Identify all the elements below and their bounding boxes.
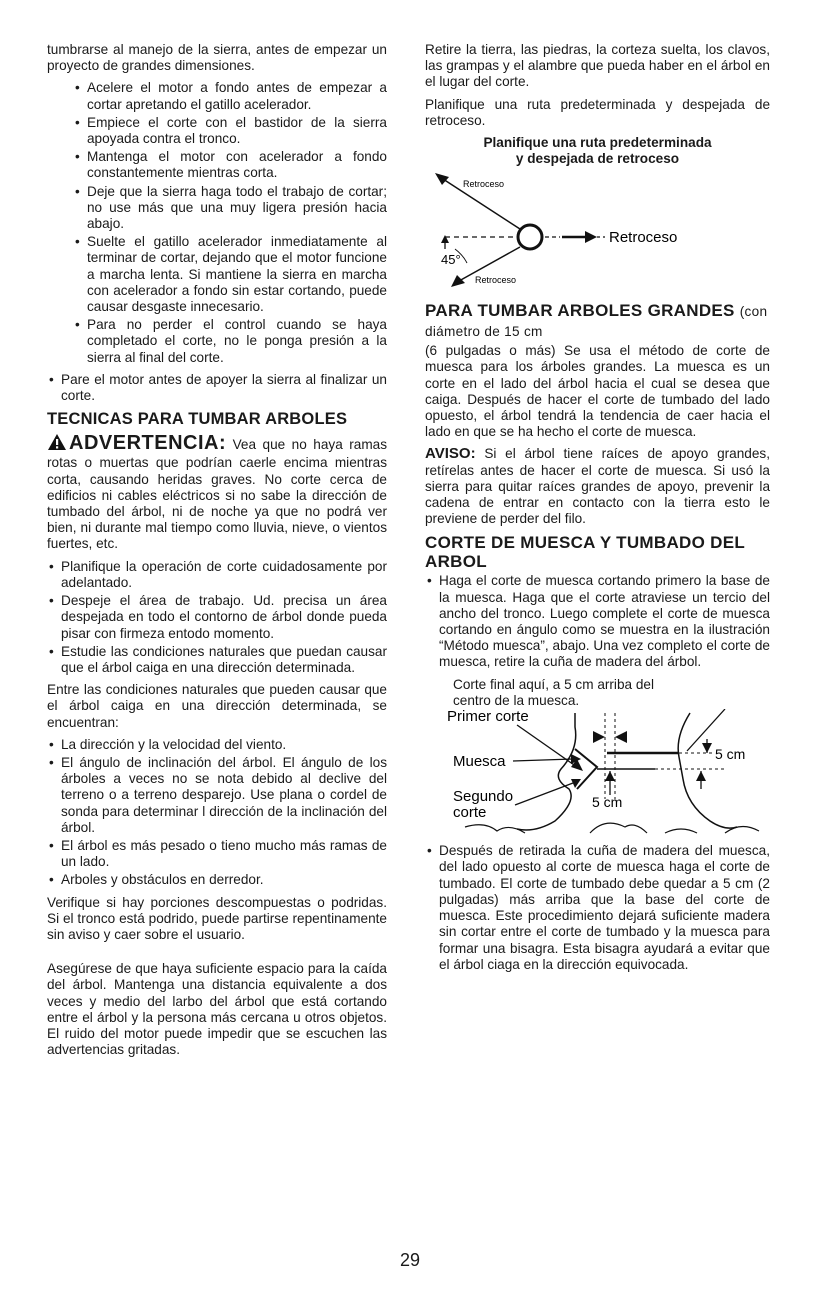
list-item: • Despeje el área de trabajo. Ud. precisa un área despejada en todo el contorno de árbol donde pueda pisar con firmeza entodo momento. [47,593,387,642]
heading-tecnicas: TECNICAS PARA TUMBAR ARBOLES [47,410,348,429]
retreat-label-top: Retroceso [463,179,505,190]
page-number: 29 [399,1250,421,1270]
arrow-head-icon [615,731,627,743]
grandes-paragraph: (6 pulgadas o más) Se usa el método de corte de muesca para los árboles grandes. La muesca es un corte en el lado del árbol hacia el cual se desea que caiga. Después de hacer el corte de tumbado del lado opuesto, el árbol tendrá la tendencia de caer hacia el lado en que se ha hecho el corte de muesca. [425,343,770,440]
retreat-title-line: y despejada de retroceso [515,151,680,167]
left-column [47,42,387,1064]
height-label-bottom: 5 cm [592,794,623,811]
notch-method-diagram [425,709,770,839]
notch-pointer [513,759,573,761]
heading-grandes-text: PARA TUMBAR ARBOLES GRANDES [425,301,735,321]
first-cut-label: Primer corte [447,709,529,726]
caption-line: centro de la muesca. [453,692,580,708]
warning-text: Vea que no haya ramas rotas o muertas que podrían caerle encima mientras corta, causando heridas graves. No corte cerca de edificios ni cables eléctricos si no sabe la dirección de tumbado del árbol, ni de noche ya que no podrá ver bien, ni durante mal tiempo como lluvia, nieve, o vientos fuertes, etc. [47,437,387,552]
warning-label: ADVERTENCIA: [69,432,227,455]
arrow-head-icon [435,173,449,185]
list-item: • Pare el motor antes de apoyer la sierra al finalizar un corte. [47,372,387,404]
notch-label: Muesca [453,753,506,771]
felling-cut-list [425,843,770,973]
list-item: • Haga el corte de muesca cortando primero la base de la muesca. Haga que el corte atraviese un tercio del ancho del tronco. Luego complete el corte de muesca cortando en ángulo como se muestra en la ilustración “Método muesca”, abajo. Una vez completo el corte de muesca, retire la cuña de madera del árbol. [425,573,770,670]
arrow-head-icon [605,771,615,781]
stop-list [47,372,387,404]
intro-paragraph: tumbrarse al manejo de la sierra, antes de empezar un proyecto de grandes dimensiones. [47,42,387,74]
conditions-list [47,737,387,889]
list-item: • Acelere el motor a fondo antes de empezar a cortar apretando el gatillo acelerador. [73,80,387,112]
list-item: • Después de retirada la cuña de madera del muesca, del lado opuesto al corte de muesca haga el corte de tumbado. El corte de tumbado debe quedar a 5 cm (2 pulgadas) más arriba que la base del corte de muesca. Este procedimiento dejará suficiente madera sin cortar entre el corte de tumbado y la muesca para formar una bisagra. Esta bisagra ayudará a evitar que el árbol ciaga en la dirección equivocada. [425,843,770,973]
arrow-head-icon [702,743,712,753]
tree-trunk-icon [518,225,542,249]
diameter-note: (con diámetro de 15 cm [425,304,768,340]
list-item: • El árbol es más pesado o tieno mucho más ramas de un lado. [47,838,387,870]
warning-triangle-icon [47,433,67,455]
planning-list [47,559,387,676]
right-column [425,42,770,979]
conditions-intro: Entre las condiciones naturales que pueden causar que el árbol caiga en una dirección determinada, se encuentran: [47,682,387,730]
list-item: • Empiece el corte con el bastidor de la sierra apoyada contra el tronco. [73,115,387,147]
list-item: • Mantenga el motor con acelerador a fondo constantemente mientras corta. [73,149,387,181]
arrow-head-icon [451,275,465,287]
retreat-title-line: Planifique una ruta predeterminada [483,135,712,151]
space-paragraph: Asegúrese de que haya suficiente espacio para la caída del árbol. Mantenga una distancia equivalente a dos veces y medio del larbo del árbol que está cortando entre el árbol y la persona más cercana u otros objetos. El ruido del motor puede impedir que se escuchen las advertencias gritadas. [47,961,387,1058]
list-item: • La dirección y la velocidad del viento. [47,737,387,753]
retreat-path-diagram [425,171,770,291]
list-item: • Para no perder el control cuando se haya completado el corte, no le ponga presión a la sierra al final del corte. [73,317,387,366]
caption-line: Corte final aquí, a 5 cm arriba del [453,676,654,692]
plan-retreat-paragraph: Planifique una ruta predeterminada y despejada de retroceso. [425,96,770,128]
cutting-tips-list [73,80,387,365]
notch-figure-caption [425,677,770,709]
heading-grandes [425,301,770,341]
arrow-head-icon [441,235,449,243]
aviso-text: Si el árbol tiene raíces de apoyo grandes, retírelas antes de hacer el corte de muesca. Si usó la sierra para quitar raíces grandes de apoyo, prevenir la cadena de entrar en contacto con la tierra esto le previene de perder del filo. [425,446,770,527]
list-item: • Suelte el gatillo acelerador inmediatamente al terminar de cortar, dejando que el motor funcione a marcha lenta. Si mantiene la sierra en marcha con acelerador a fondo sin estar cortando, puede causar desgaste innecesario. [73,234,387,315]
angle-label: 45° [441,252,461,268]
arrow-head-icon [585,231,597,243]
retreat-label-bottom: Retroceso [475,275,517,286]
arrow-head-icon [593,731,605,743]
retreat-figure-title [425,135,770,167]
list-item: • Estudie las condiciones naturales que puedan causar que el árbol caiga en una dirección determinada. [47,644,387,676]
aviso-label: AVISO: [425,445,476,463]
retreat-label-right: Retroceso [609,229,678,247]
aviso-paragraph [425,446,770,527]
notch-list [425,573,770,670]
warning-paragraph [47,433,387,552]
second-cut-label: corte [453,804,487,822]
height-label-right: 5 cm [715,746,746,763]
verify-paragraph: Verifique si hay porciones descompuestas o podridas. Si el tronco está podrido, puede partirse repentinamente sin aviso y caer sobre el usuario. [47,894,387,942]
second-cut-pointer [515,783,573,805]
list-item: • Planifique la operación de corte cuidadosamente por adelantado. [47,559,387,591]
list-item: • El ángulo de inclinación del árbol. El ángulo de los árboles a veces no se nota debido al declive del terreno o a terreno desparejo. Use plana o cordel de sonda para determinar l dirección de la inclinación del árbol. [47,755,387,836]
arrow-head-icon [696,771,706,781]
remove-debris-paragraph: Retire la tierra, las piedras, la corteza suelta, los clavos, las grampas y el alambre que pueda haber en el árbol en el lugar del corte. [425,42,770,90]
second-cut-label: Segundo [453,788,514,806]
list-item: • Arboles y obstáculos en derredor. [47,872,387,888]
list-item: • Deje que la sierra haga todo el trabajo de cortar; no use más que una muy ligera presión hacia abajo. [73,184,387,233]
heading-corte: CORTE DE MUESCA Y TUMBADO DEL ARBOL [425,533,745,572]
